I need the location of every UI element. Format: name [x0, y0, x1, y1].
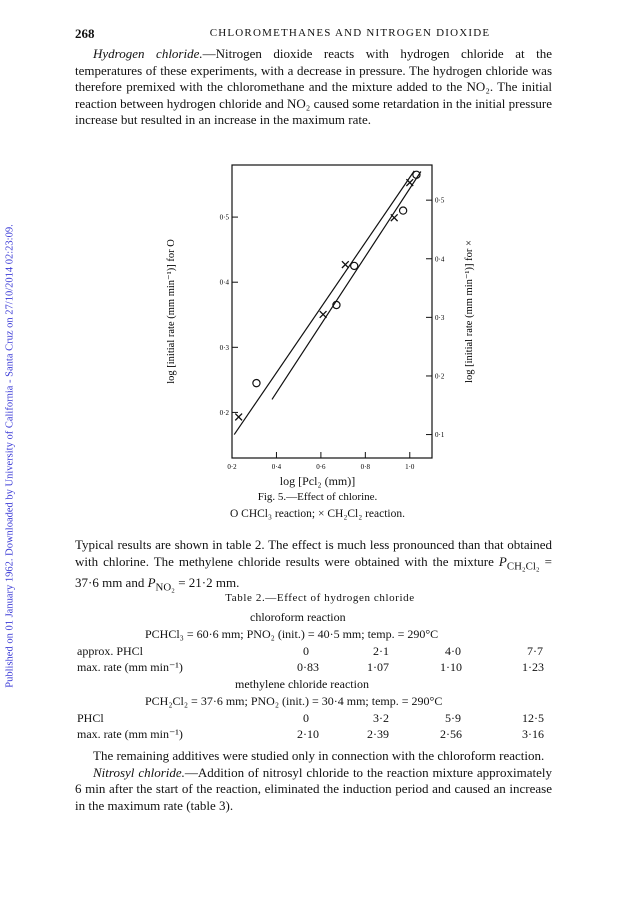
- ch2cl2-point: [235, 414, 242, 421]
- table-cell: 2·39: [367, 727, 389, 741]
- right-y-tick-label: 0·5: [435, 196, 445, 205]
- ch2cl2-point: [406, 179, 413, 186]
- table-cell: 4·0: [445, 644, 461, 658]
- table-row-label: max. rate (mm min⁻¹): [77, 660, 183, 674]
- right-y-tick-label: 0·3: [435, 313, 445, 322]
- left-y-tick-label: 0·2: [219, 408, 229, 417]
- table-section-title: methylene chloride reaction: [235, 677, 369, 691]
- table-cell: 12·5: [522, 711, 544, 725]
- table-row-label: approx. PHCl: [77, 644, 143, 658]
- section-heading: Nitrosyl chloride.: [93, 764, 185, 780]
- table-cell: 7·7: [527, 644, 543, 658]
- figure-caption-legend: O CHCl₃ reaction; × CH₂Cl₂ reaction.: [229, 508, 405, 520]
- right-y-tick-label: 0·1: [435, 431, 445, 440]
- right-axis-label: log [initial rate (mm min⁻¹)] for ×: [464, 240, 475, 383]
- table-row-label: PHCl: [77, 711, 104, 725]
- table-cell: 1·07: [367, 660, 389, 674]
- right-y-tick-label: 0·2: [435, 372, 445, 381]
- left-y-tick-label: 0·4: [219, 278, 229, 287]
- chcl3-point: [400, 207, 407, 214]
- table-2-caption: Table 2.—Effect of hydrogen chloride: [225, 592, 415, 604]
- page-number: 268: [75, 26, 95, 41]
- table-cell: 0·83: [297, 660, 319, 674]
- left-y-tick-label: 0·5: [219, 213, 229, 222]
- ch2cl2-point: [320, 311, 327, 318]
- table-cell: 0: [303, 711, 309, 725]
- figure-5-chart: [145, 160, 485, 470]
- table-cell: 3·16: [522, 727, 544, 741]
- table-row-label: max. rate (mm min⁻¹): [77, 727, 183, 741]
- table-2: [75, 610, 552, 740]
- x-tick-label: 0·8: [360, 463, 371, 470]
- table-cell: 2·10: [297, 727, 319, 741]
- x-tick-label: 1·0: [405, 463, 415, 470]
- table-conditions: PCH₂Cl₂ = 37·6 mm; PNO₂ (init.) = 30·4 mm; temp. = 290°C: [145, 694, 443, 708]
- paragraph-remaining-additives: The remaining additives were studied only in connection with the chloroform reaction. Nitrosyl chloride.—Addition of nitrosyl chloride to the reaction mixture approximately 6 min after the start of the reaction, eliminated the induction period and caused an increase in the maximum rate (table 3).: [75, 748, 552, 813]
- table-conditions: PCHCl₃ = 60·6 mm; PNO₂ (init.) = 40·5 mm; temp. = 290°C: [145, 627, 439, 641]
- chcl3-point: [253, 380, 260, 387]
- section-heading: Hydrogen chloride.: [93, 46, 203, 61]
- ch2cl2-point: [342, 261, 349, 268]
- chcl3-fit-line: [272, 172, 421, 400]
- table-section-title: chloroform reaction: [250, 610, 346, 624]
- plot-frame: [232, 165, 432, 458]
- paragraph-body: —Nitrogen dioxide reacts with hydrogen chloride at the temperatures of these experiments, with a decrease in pressure. The hydrogen chloride was therefore premixed with the chloromethane and the mixture added to the NO₂. The initial reaction between hydrogen chloride and NO₂ caused some retardation in the initial pressure increase but resulted in an increase in the maximum rate.: [75, 46, 552, 127]
- table-cell: 3·2: [373, 711, 389, 725]
- left-axis-label: log [initial rate (mm min⁻¹)] for O: [166, 239, 177, 384]
- figure-caption-title: Fig. 5.—Effect of chlorine.: [257, 491, 378, 503]
- plot-area: [166, 165, 475, 470]
- ch2cl2-point: [391, 214, 398, 221]
- x-tick-label: 0·4: [271, 463, 282, 470]
- table-cell: 0: [303, 644, 309, 658]
- table-cell: 5·9: [445, 711, 461, 725]
- x-tick-label: 0·2: [227, 463, 237, 470]
- download-watermark: Published on 01 January 1962. Downloaded by University of California - Santa Cruz on 27/10/2014 02:23:09.: [4, 224, 16, 688]
- paragraph-typical-results: Typical results are shown in table 2. The effect is much less pronounced than that obtained with chlorine. The methylene chloride results were obtained with the mixture $P_{CH_2Cl_2} = 37\cdot 6$ mm and $P_{NO_2} = 21\cdot 2$ mm.: [75, 537, 552, 594]
- x-tick-label: 0·6: [316, 463, 326, 470]
- table-cell: 2·56: [440, 727, 462, 741]
- table-cell: 2·1: [373, 644, 389, 658]
- running-head: CHLOROMETHANES AND NITROGEN DIOXIDE: [209, 27, 491, 39]
- paragraph-hydrogen-chloride: [75, 46, 552, 129]
- table-cell: 1·10: [440, 660, 462, 674]
- right-y-tick-label: 0·4: [435, 255, 445, 264]
- x-axis-label: log [Pcl₂ (mm)]: [279, 474, 356, 488]
- left-y-tick-label: 0·3: [219, 343, 229, 352]
- ch2cl2-fit-line: [234, 171, 414, 435]
- table-cell: 1·23: [522, 660, 544, 674]
